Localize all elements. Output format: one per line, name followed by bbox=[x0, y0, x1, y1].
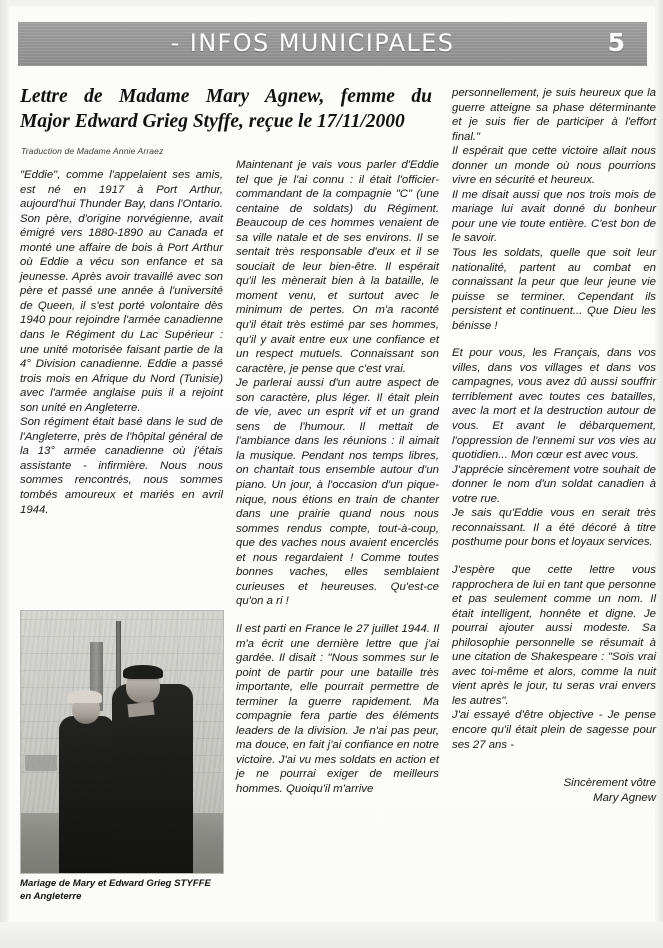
paragraph: Son régiment était basé dans le sud de l'Angleterre, près de l'hôpital général de la 13° armée canadienne où j'étais assistante - infirmière. Nous nous sommes rencontrés, nous sommes tombés amoureux et mariés en avril 1944. bbox=[20, 416, 223, 516]
masthead-title: - INFOS MUNICIPALES bbox=[170, 29, 455, 57]
signature-block bbox=[452, 776, 656, 805]
paragraph: Je sais qu'Eddie vous en serait très reconnaissant. Il a été décoré à titre posthume pour bons et loyaux services. bbox=[452, 507, 656, 549]
wedding-photo bbox=[20, 610, 224, 874]
byline-translator: Traduction de Madame Annie Arraez bbox=[21, 146, 164, 156]
photo-caption: Mariage de Mary et Edward Grieg STYFFE en Angleterre bbox=[20, 878, 211, 902]
paragraph: Je parlerai aussi d'un autre aspect de son caractère, plus léger. Il était plein de vie, avec un esprit vif et un grand sens de l'humour. Il mettait de l'ambiance dans les réunions : il aimait la musique. Pendant nos temps libres, on chantait tous ensemble autour d'un piano. Un jour, à l'occasion d'un pique-nique, nous étions en train de chanter dans une prairie quand nous nous sommes rendus compte, tout-à-coup, que des vaches nous avaient encerclés et nous regardaient ! Comme toutes bonnes vaches, elles semblaient curieuses et heureuses. Qu'est-ce qu'on a ri ! bbox=[236, 377, 439, 608]
headline-line-1: Lettre de Madame Mary Agnew, femme du bbox=[20, 86, 432, 107]
paragraph: Maintenant je vais vous parler d'Eddie tel que je l'ai connu : il était l'officier-commandant de la compagnie "C" (une centaine de soldats) du Régiment. Beaucoup de ces hommes venaient de sa ville natale et de ses environs. Il se sentait très responsable d'eux et il se souciait de leur bien-être. Il espérait qu'il les mènerait bien à la bataille, le moment venu, et surtout avec le minimum de pertes. On m'a raconté qu'il était très estimé par ses hommes, qu'il y avait entre eux une confiance et un respect mutuels. Connaissant son caractère, je pense que c'est vrai. bbox=[236, 159, 439, 375]
paragraph: Et pour vous, les Français, dans vos villes, dans vos villages et dans vos campagnes, vous avez dû aussi souffrir terriblement avec toutes ces batailles, avec la mort et la destruction autour de vous. Et avant le débarquement, l'oppression de l'ennemi sur vos vies au quotidien... Mon cœur est avec vous. bbox=[452, 347, 656, 462]
page-right-edge bbox=[655, 0, 663, 948]
text-column-1 bbox=[20, 168, 223, 517]
headline-line-2: Major Edward Grieg Styffe, reçue le 17/11/2000 bbox=[20, 111, 405, 132]
paragraph: Tous les soldats, quelle que soit leur nationalité, partent au combat en connaissant la peur que leur jeune vie puisse se terminer. Cependant ils persistent et continuent... Que Dieu les bénisse ! bbox=[452, 247, 656, 332]
page-number: 5 bbox=[607, 28, 625, 57]
text-column-2 bbox=[236, 158, 439, 797]
page-bottom-edge bbox=[0, 922, 663, 948]
paragraph: Il est parti en France le 27 juillet 1944. Il m'a écrit une dernière lettre que j'ai gardée. Il disait : "Nous sommes sur le point de partir pour une bataille très importante, elle pourrait permettre de terminer la guerre rapidement. Ma compagnie fera partie des éléments leaders de la division. Je n'ai pas peur, ma douce, en fait j'ai confiance en notre victoire. J'ai vu mes soldats en action et je ne pourrai exiger de meilleurs hommes. Quoiqu'il m'arrive bbox=[236, 622, 439, 795]
paragraph: "Eddie", comme l'appelaient ses amis, est né en 1917 à Port Arthur, aujourd'hui Thunder Bay, dans l'Ontario. Son père, d'origine norvégienne, avait émigré vers 1880-1890 au Canada et monté une affaire de bois à Port Arthur où Eddie a vécu son enfance et sa jeunesse. Après avoir travaillé avec son père et passé une année à l'université de Queen, il s'est porté volontaire dès 1940 pour rejoindre l'armée canadienne dans le Régiment du Lac Supérieur : une unité motorisée faisant partie de la 4° Division canadienne. Eddie a passé trois mois en Afrique du Nord (Tunisie) avec l'armée anglaise puis il a rejoint son unité en Angleterre. bbox=[20, 169, 223, 414]
photo-block bbox=[20, 610, 224, 903]
paragraph: J'ai essayé d'être objective - Je pense encore qu'il était plein de sagesse pour ses 27 ans - bbox=[452, 709, 656, 751]
paragraph: J'espère que cette lettre vous rapprochera de lui en tant que personne et pas seulement comme un nom. Il était intelligent, honnête et digne. Je pourrai ajouter aussi modeste. Sa philosophie personnelle se résumait à une citation de Shakespeare : "Sois vrai avec toi-même et alors, comme la nuit vient après le jour, tu seras vrai envers les autres". bbox=[452, 563, 656, 707]
masthead-banner bbox=[18, 22, 647, 66]
signature-closing: Sincèrement vôtre bbox=[563, 777, 656, 790]
text-column-3 bbox=[452, 86, 656, 805]
article-body bbox=[20, 84, 656, 922]
paragraph: J'apprécie sincèrement votre souhait de donner le nom d'un soldat canadien à votre rue. bbox=[452, 463, 656, 505]
page-left-edge bbox=[0, 0, 9, 948]
paragraph: personnellement, je suis heureux que la guerre atteigne sa phase déterminante et je suis fier de participer à l'effort final." bbox=[452, 87, 656, 143]
page-title bbox=[20, 84, 432, 134]
paragraph: Il espérait que cette victoire allait nous donner un monde où nous pourrions vivre en sécurité et heureux. bbox=[452, 145, 656, 187]
paragraph: Il me disait aussi que nos trois mois de mariage lui avait donné du bonheur pour une vie toute entière. C'est bon de le savoir. bbox=[452, 188, 656, 245]
signature-name: Mary Agnew bbox=[593, 791, 656, 804]
photo-grain-overlay bbox=[21, 611, 223, 873]
